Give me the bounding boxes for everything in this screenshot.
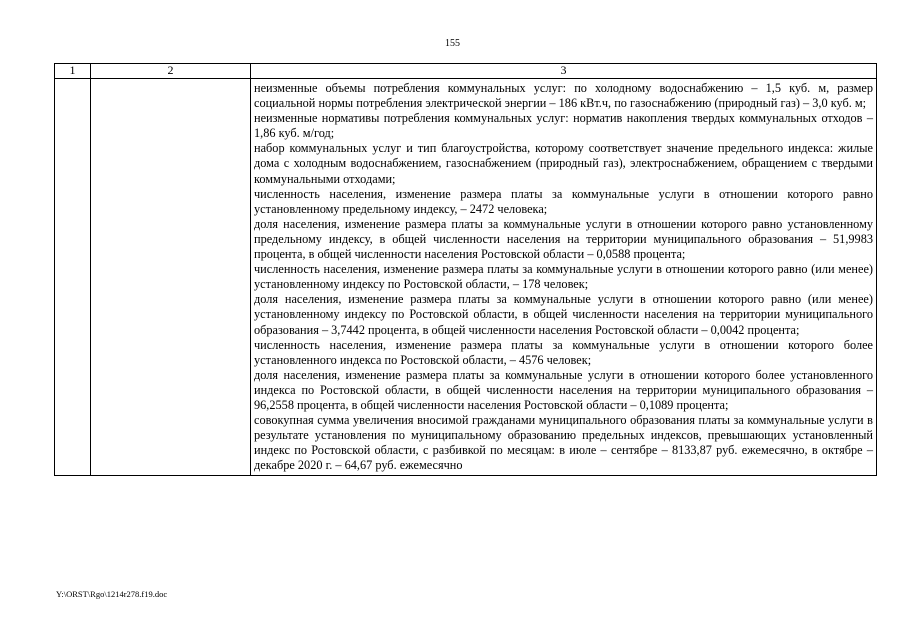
table-row: [55, 79, 877, 476]
paragraph-population-below-regional: численность населения, изменение размера платы за коммунальные услуги в отношении которого равно (или менее) установленному индексу по Ростовской области, – 178 человек;: [254, 262, 873, 292]
column-header-2: 2: [91, 64, 251, 79]
cell-col3: [251, 79, 877, 476]
page-number: 155: [445, 38, 460, 49]
column-header-1: 1: [55, 64, 91, 79]
paragraph-share-equal-index: доля населения, изменение размера платы за коммунальные услуги в отношении которого равно установленному предельному индексу, в общей численности населения на территории муниципального образования – 51,9983 процента, в общей численности населения Ростовской области – 0,0588 процента;: [254, 216, 873, 262]
paragraph-share-above-regional: доля населения, изменение размера платы за коммунальные услуги в отношении которого более установленного индекса по Ростовской области, в общей численности населения на территории муниципального образования – 96,2558 процента, в общей численности населения Ростовской области – 0,1089 процента;: [254, 367, 873, 412]
paragraph-population-above-regional: численность населения, изменение размера платы за коммунальные услуги в отношении которого более установленного индекса по Ростовской области, – 4576 человек;: [254, 337, 873, 367]
paragraph-service-set: набор коммунальных услуг и тип благоустройства, которому соответствует значение предельного индекса: жилые дома с холодным водоснабжением, газоснабжением (природный газ), электроснабжением, обращением с твердыми коммунальными отходами;: [254, 141, 873, 186]
footer-file-path: Y:\ORST\Rgo\1214r278.f19.doc: [56, 589, 168, 599]
table-header-row: [55, 64, 877, 79]
column-header-3: 3: [251, 64, 877, 79]
document-table: [54, 63, 877, 476]
cell-col1: [55, 79, 91, 476]
paragraph-total-increase: совокупная сумма увеличения вносимой гражданами муниципального образования платы за коммунальные услуги в результате установления по муниципальному образованию предельных индексов, превышающих установленный индекс по Ростовской области, с разбивкой по месяцам: в июле – сентябре – 8133,87 руб. ежемесячно, в октябре – декабре 2020 г. – 64,67 руб. ежемесячно: [254, 413, 873, 473]
paragraph-consumption-norms: неизменные нормативы потребления коммунальных услуг: норматив накопления твердых коммунальных отходов – 1,86 куб. м/год;: [254, 111, 873, 141]
paragraph-consumption-volumes: неизменные объемы потребления коммунальных услуг: по холодному водоснабжению – 1,5 куб. м, размер социальной нормы потребления электрической энергии – 186 кВт.ч, по газоснабжению (природный газ) – 3,0 куб. м;: [254, 81, 873, 111]
cell-col2: [91, 79, 251, 476]
paragraph-population-equal-index: численность населения, изменение размера платы за коммунальные услуги в отношении которого равно установленному предельному индексу, – 2472 человека;: [254, 186, 873, 216]
paragraph-share-below-regional: доля населения, изменение размера платы за коммунальные услуги в отношении которого равно (или менее) установленному индексу по Ростовской области, в общей численности населения на территории муниципального образования – 3,7442 процента, в общей численности населения Ростовской области – 0,0042 процента;: [254, 292, 873, 337]
